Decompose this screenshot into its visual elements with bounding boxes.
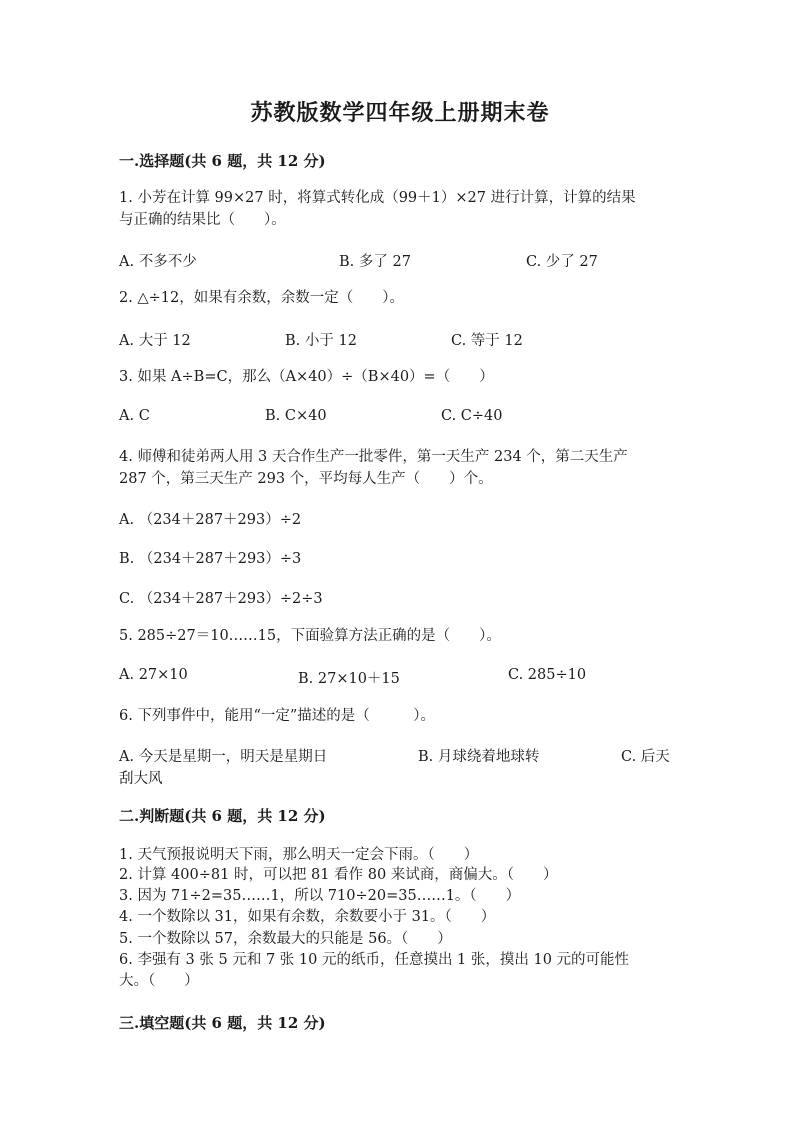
page-title: 苏教版数学四年级上册期末卷 [250,100,550,126]
question-1-line-2: 与正确的结果比（ ）。 [119,212,286,228]
question-1-line-1: 1. 小芳在计算 99×27 时，将算式转化成（99＋1）×27 进行计算，计算的结果 [119,190,636,206]
question-1-option-a: A. 不多不少 [119,254,197,270]
question-4-line-1: 4. 师傅和徒弟两人用 3 天合作生产一批零件，第一天生产 234 个，第二天生产 [119,449,628,465]
question-5-line-1: 5. 285÷27＝10……15，下面验算方法正确的是（ ）。 [119,628,501,644]
question-5-option-b: B. 27×10＋15 [298,671,400,687]
section-heading-judgement: 二.判断题(共 6 题，共 12 分) [119,807,326,825]
question-4-option-a: A. （234＋287＋293）÷2 [119,512,302,528]
question-3-option-b: B. C×40 [265,408,327,424]
question-6-option-b: B. 月球绕着地球转 [418,749,540,765]
question-6-line-1: 6. 下列事件中，能用“一定”描述的是（ ）。 [119,708,436,724]
question-2-option-c: C. 等于 12 [451,333,523,349]
section-heading-fill-in: 三.填空题(共 6 题，共 12 分) [119,1014,326,1032]
question-6-option-a: A. 今天是星期一，明天是星期日 [119,749,328,765]
question-2-line-1: 2. △÷12，如果有余数，余数一定（ ）。 [119,290,404,306]
judgement-item-3: 3. 因为 71÷2=35……1，所以 710÷20=35……1。（ ） [119,888,521,904]
question-6-option-c-wrap: 刮大风 [119,771,163,787]
question-5-option-c: C. 285÷10 [508,667,587,683]
judgement-item-1: 1. 天气预报说明天下雨，那么明天一定会下雨。（ ） [119,847,479,863]
question-4-option-b: B. （234＋287＋293）÷3 [119,551,302,567]
question-4-option-c: C. （234＋287＋293）÷2÷3 [119,591,323,607]
section-heading-choice: 一.选择题(共 6 题，共 12 分) [119,152,326,170]
judgement-item-6: 6. 李强有 3 张 5 元和 7 张 10 元的纸币，任意摸出 1 张，摸出 10 元的可能性 [119,952,630,968]
judgement-item-4: 4. 一个数除以 31，如果有余数，余数要小于 31。（ ） [119,909,496,925]
question-2-option-a: A. 大于 12 [119,333,191,349]
judgement-item-6-wrap: 大。（ ） [119,973,199,989]
question-5-option-a: A. 27×10 [119,667,188,683]
question-2-option-b: B. 小于 12 [285,333,357,349]
question-3-option-c: C. C÷40 [441,408,503,424]
question-6-option-c: C. 后天 [621,749,670,765]
judgement-item-5: 5. 一个数除以 57，余数最大的只能是 56。（ ） [119,931,452,947]
question-1-option-c: C. 少了 27 [526,254,598,270]
question-1-option-b: B. 多了 27 [339,254,411,270]
judgement-item-2: 2. 计算 400÷81 时，可以把 81 看作 80 来试商，商偏大。（ ） [119,867,558,883]
question-3-line-1: 3. 如果 A÷B=C，那么（A×40）÷（B×40）=（ ） [119,369,494,385]
question-4-line-2: 287 个，第三天生产 293 个，平均每人生产（ ）个。 [119,471,493,487]
question-3-option-a: A. C [119,408,150,424]
